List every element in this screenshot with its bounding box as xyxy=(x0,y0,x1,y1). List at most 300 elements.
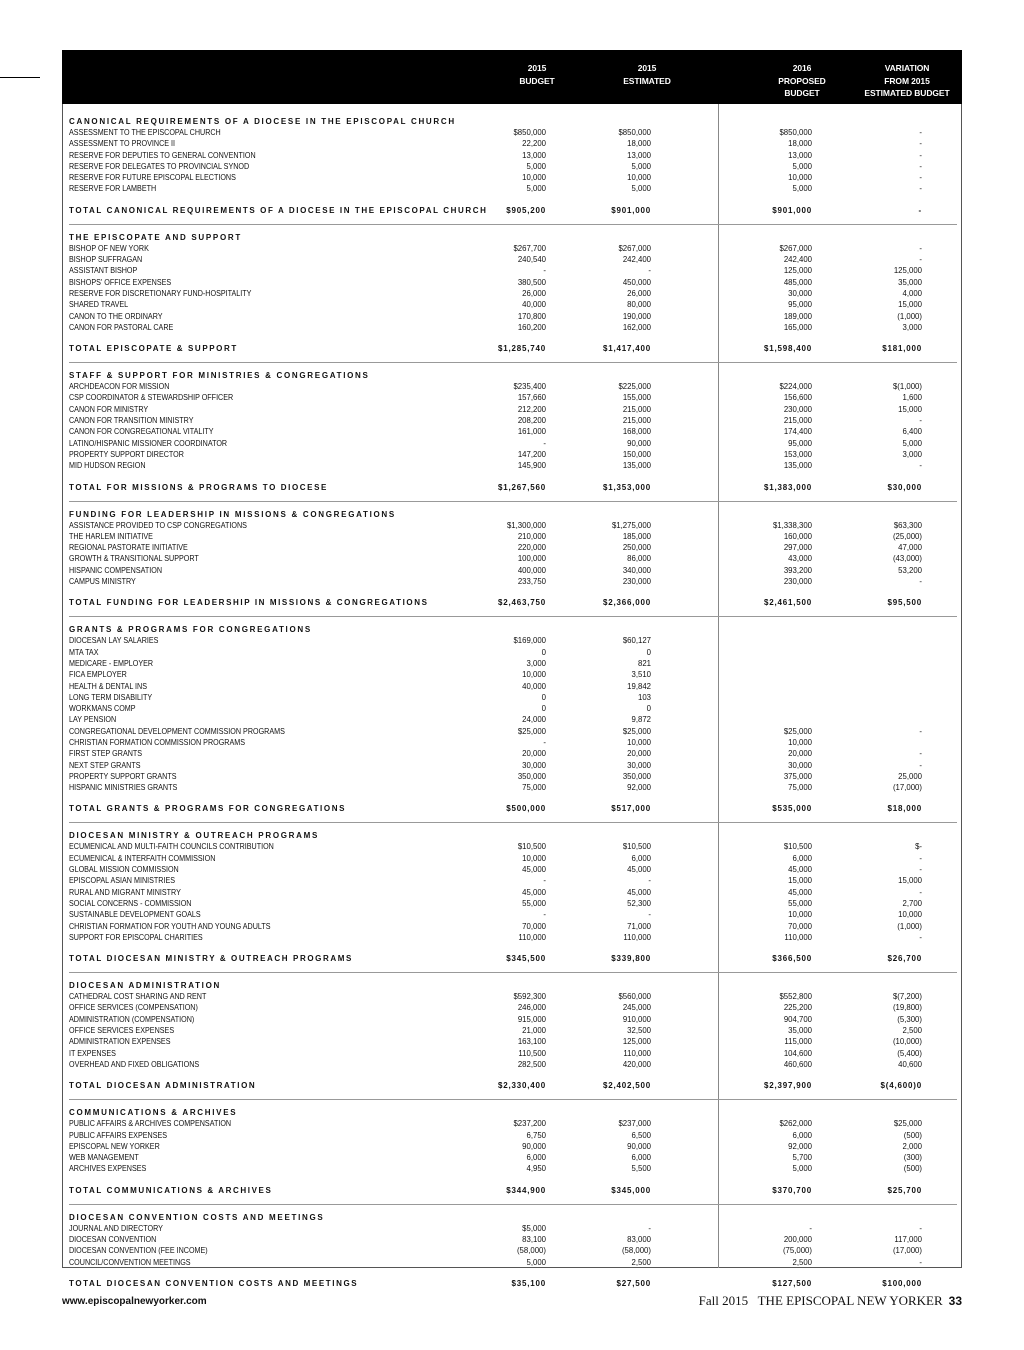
amount-cell: $267,700 xyxy=(513,243,546,253)
line-item-label: PROPERTY SUPPORT GRANTS xyxy=(69,771,177,781)
header-text: 2016 xyxy=(792,63,812,73)
header-text: BUDGET xyxy=(519,75,555,86)
amount-cell: - xyxy=(919,161,922,171)
amount-cell: $63,300 xyxy=(893,520,922,530)
table-row xyxy=(69,921,957,932)
footer-url[interactable]: www.episcopalnewyorker.com xyxy=(62,1296,207,1307)
header-text: BUDGET xyxy=(784,88,820,98)
amount-cell: 282,500 xyxy=(517,1059,546,1069)
amount-cell: 160,200 xyxy=(517,322,546,332)
section-divider xyxy=(69,616,957,617)
total-amount-cell: $1,598,400 xyxy=(763,344,812,354)
table-row xyxy=(69,771,957,782)
amount-cell: 13,000 xyxy=(788,150,812,160)
total-amount-cell: $2,461,500 xyxy=(763,598,812,608)
line-item-label: IT EXPENSES xyxy=(69,1048,116,1058)
table-row xyxy=(69,299,957,310)
page-number: 33 xyxy=(948,1294,962,1308)
amount-cell: - xyxy=(919,865,922,875)
amount-cell: 3,000 xyxy=(902,322,922,332)
amount-cell: 915,000 xyxy=(517,1014,546,1024)
total-amount-cell: $18,000 xyxy=(887,804,922,814)
amount-cell: 242,400 xyxy=(622,255,651,265)
amount-cell: 30,000 xyxy=(522,760,546,770)
section-title: DIOCESAN CONVENTION COSTS AND MEETINGS xyxy=(69,1212,325,1222)
total-amount-cell: $901,000 xyxy=(772,205,812,215)
amount-cell: $25,000 xyxy=(622,726,651,736)
header-text: 2015 xyxy=(637,63,657,73)
amount-cell: 0 xyxy=(646,704,651,714)
amount-cell: 340,000 xyxy=(622,565,651,575)
table-row xyxy=(69,991,957,1002)
amount-cell: $169,000 xyxy=(513,636,546,646)
amount-cell: 92,000 xyxy=(627,783,651,793)
amount-cell: 165,000 xyxy=(783,322,812,332)
total-amount-cell: $1,285,740 xyxy=(497,344,546,354)
table-row xyxy=(69,565,957,576)
table-row xyxy=(69,426,957,437)
table-row xyxy=(69,1002,957,1013)
table-row xyxy=(69,841,957,852)
amount-cell: 5,000 xyxy=(902,438,922,448)
table-row xyxy=(69,681,957,692)
amount-cell: 135,000 xyxy=(783,461,812,471)
amount-cell: 0 xyxy=(541,647,546,657)
total-label: TOTAL DIOCESAN ADMINISTRATION xyxy=(69,1081,257,1091)
budget-section xyxy=(69,370,957,501)
total-label: TOTAL FUNDING FOR LEADERSHIP IN MISSIONS & CONGREGATIONS xyxy=(69,598,429,608)
amount-cell: $552,800 xyxy=(779,992,812,1002)
amount-cell: 10,000 xyxy=(788,910,812,920)
line-item-label: DIOCESAN CONVENTION (FEE INCOME) xyxy=(69,1246,208,1256)
line-item-label: NEXT STEP GRANTS xyxy=(69,760,141,770)
amount-cell: 297,000 xyxy=(783,543,812,553)
amount-cell: 10,000 xyxy=(788,173,812,183)
amount-cell: 15,000 xyxy=(898,404,922,414)
total-amount-cell: $345,500 xyxy=(506,954,546,964)
amount-cell: (5,300) xyxy=(897,1014,922,1024)
amount-cell: 3,000 xyxy=(526,658,546,668)
section-title: STAFF & SUPPORT FOR MINISTRIES & CONGREGATIONS xyxy=(69,371,370,381)
amount-cell: 52,300 xyxy=(627,898,651,908)
table-row xyxy=(69,183,957,194)
section-divider xyxy=(69,972,957,973)
amount-cell: $5,000 xyxy=(522,1223,546,1233)
amount-cell: 125,000 xyxy=(893,266,922,276)
table-row xyxy=(69,277,957,288)
amount-cell: 2,500 xyxy=(631,1257,651,1267)
header-2015-estimated xyxy=(602,62,692,87)
table-row xyxy=(69,381,957,392)
line-item-label: CANON FOR PASTORAL CARE xyxy=(69,322,174,332)
amount-cell: (500) xyxy=(903,1130,922,1140)
amount-cell: (43,000) xyxy=(892,554,922,564)
amount-cell: 5,000 xyxy=(792,161,812,171)
amount-cell: $1,338,300 xyxy=(772,520,812,530)
table-row xyxy=(69,438,957,449)
line-item-label: CAMPUS MINISTRY xyxy=(69,577,136,587)
amount-cell: 6,500 xyxy=(631,1130,651,1140)
amount-cell: 10,000 xyxy=(522,670,546,680)
total-label: TOTAL DIOCESAN CONVENTION COSTS AND MEETINGS xyxy=(69,1278,359,1288)
amount-cell: (10,000) xyxy=(892,1037,922,1047)
amount-cell: (5,400) xyxy=(897,1048,922,1058)
line-item-label: SOCIAL CONCERNS - COMMISSION xyxy=(69,898,192,908)
table-row xyxy=(69,1223,957,1234)
amount-cell: $1,300,000 xyxy=(506,520,546,530)
amount-cell: 15,000 xyxy=(898,876,922,886)
amount-cell: (1,000) xyxy=(897,311,922,321)
line-item-label: ASSESSMENT TO PROVINCE II xyxy=(69,139,176,149)
amount-cell: 80,000 xyxy=(627,300,651,310)
table-header xyxy=(62,50,962,104)
line-item-label: EPISCOPAL ASIAN MINISTRIES xyxy=(69,876,176,886)
amount-cell: 174,400 xyxy=(783,427,812,437)
amount-cell: 157,660 xyxy=(517,393,546,403)
section-divider xyxy=(69,1099,957,1100)
amount-cell: 110,000 xyxy=(623,1048,651,1058)
total-amount-cell: $35,100 xyxy=(511,1278,546,1288)
total-amount-cell: $2,330,400 xyxy=(497,1081,546,1091)
total-amount-cell: $345,000 xyxy=(611,1185,651,1195)
line-item-label: LATINO/HISPANIC MISSIONER COORDINATOR xyxy=(69,438,228,448)
amount-cell: 90,000 xyxy=(627,1141,651,1151)
amount-cell: 230,000 xyxy=(783,404,812,414)
table-row xyxy=(69,265,957,276)
section-divider xyxy=(69,501,957,502)
line-item-label: ASSISTANT BISHOP xyxy=(69,266,138,276)
amount-cell: 380,500 xyxy=(517,277,546,287)
total-amount-cell: $1,267,560 xyxy=(497,482,546,492)
line-item-label: ARCHDEACON FOR MISSION xyxy=(69,382,170,392)
amount-cell: 95,000 xyxy=(788,438,812,448)
amount-cell: - xyxy=(648,910,651,920)
amount-cell: 5,000 xyxy=(631,161,651,171)
total-label: TOTAL COMMUNICATIONS & ARCHIVES xyxy=(69,1185,273,1195)
amount-cell: - xyxy=(919,1223,922,1233)
table-row xyxy=(69,692,957,703)
line-item-label: BISHOPS' OFFICE EXPENSES xyxy=(69,277,172,287)
total-amount-cell: $95,500 xyxy=(887,598,922,608)
amount-cell: $850,000 xyxy=(779,128,812,137)
total-amount-cell: - xyxy=(918,205,922,215)
total-amount-cell: $2,366,000 xyxy=(602,598,651,608)
amount-cell: 185,000 xyxy=(622,531,651,541)
amount-cell: (300) xyxy=(903,1153,922,1163)
amount-cell: 189,000 xyxy=(783,311,812,321)
amount-cell: - xyxy=(919,932,922,942)
amount-cell: 420,000 xyxy=(622,1059,651,1069)
amount-cell: 26,000 xyxy=(627,288,651,298)
amount-cell: 90,000 xyxy=(522,1141,546,1151)
line-item-label: WEB MANAGEMENT xyxy=(69,1153,139,1163)
line-item-label: RESERVE FOR DISCRETIONARY FUND-HOSPITALITY xyxy=(69,288,252,298)
line-item-label: PUBLIC AFFAIRS EXPENSES xyxy=(69,1130,168,1140)
amount-cell: 0 xyxy=(541,704,546,714)
amount-cell: 45,000 xyxy=(522,865,546,875)
line-item-label: WORKMANS COMP xyxy=(69,704,136,714)
amount-cell: - xyxy=(919,887,922,897)
line-item-label: LONG TERM DISABILITY xyxy=(69,692,153,702)
table-row xyxy=(69,288,957,299)
table-row xyxy=(69,1059,957,1070)
amount-cell: (1,000) xyxy=(897,921,922,931)
amount-cell: 21,000 xyxy=(522,1026,546,1036)
line-item-label: ASSESSMENT TO THE EPISCOPAL CHURCH xyxy=(69,128,221,137)
line-item-label: CSP COORDINATOR & STEWARDSHIP OFFICER xyxy=(69,393,234,403)
amount-cell: 75,000 xyxy=(522,783,546,793)
line-item-label: THE HARLEM INITIATIVE xyxy=(69,531,153,541)
amount-cell: 3,000 xyxy=(902,449,922,459)
amount-cell: - xyxy=(919,726,922,736)
line-item-label: REGIONAL PASTORATE INITIATIVE xyxy=(69,543,188,553)
amount-cell: 6,000 xyxy=(792,853,812,863)
amount-cell: 43,000 xyxy=(788,554,812,564)
amount-cell: $237,000 xyxy=(618,1119,651,1129)
total-label: TOTAL FOR MISSIONS & PROGRAMS TO DIOCESE xyxy=(69,482,328,492)
amount-cell: $10,500 xyxy=(622,842,651,852)
table-row xyxy=(69,1245,957,1256)
amount-cell: 230,000 xyxy=(783,577,812,587)
amount-cell: 35,000 xyxy=(898,277,922,287)
amount-cell: 103 xyxy=(637,692,651,702)
amount-cell: - xyxy=(543,266,546,276)
amount-cell: 350,000 xyxy=(517,771,546,781)
header-variation xyxy=(857,62,957,100)
amount-cell: 2,000 xyxy=(902,1141,922,1151)
amount-cell: 150,000 xyxy=(622,449,651,459)
header-text: ESTIMATED BUDGET xyxy=(864,88,950,98)
line-item-label: PUBLIC AFFAIRS & ARCHIVES COMPENSATION xyxy=(69,1119,232,1129)
section-title: THE EPISCOPATE AND SUPPORT xyxy=(69,232,242,242)
total-amount-cell: $2,402,500 xyxy=(602,1081,651,1091)
budget-rows xyxy=(69,116,957,1290)
amount-cell: 240,540 xyxy=(517,255,546,265)
line-item-label: PROPERTY SUPPORT DIRECTOR xyxy=(69,449,184,459)
line-item-label: CANON FOR TRANSITION MINISTRY xyxy=(69,416,194,426)
amount-cell: $267,000 xyxy=(779,243,812,253)
line-item-label: ECUMENICAL AND MULTI-FAITH COUNCILS CONTRIBUTION xyxy=(69,842,274,852)
table-row xyxy=(69,726,957,737)
section-divider xyxy=(69,362,957,363)
total-amount-cell: $905,200 xyxy=(506,205,546,215)
line-item-label: HISPANIC MINISTRIES GRANTS xyxy=(69,783,178,793)
amount-cell: - xyxy=(919,760,922,770)
amount-cell: 26,000 xyxy=(522,288,546,298)
line-item-label: ADMINISTRATION (COMPENSATION) xyxy=(69,1014,195,1024)
amount-cell: 375,000 xyxy=(783,771,812,781)
amount-cell: 160,000 xyxy=(783,531,812,541)
total-amount-cell: $366,500 xyxy=(772,954,812,964)
section-title: COMMUNICATIONS & ARCHIVES xyxy=(69,1108,238,1118)
amount-cell: $10,500 xyxy=(783,842,812,852)
amount-cell: (58,000) xyxy=(516,1246,546,1256)
table-row xyxy=(69,150,957,161)
table-row xyxy=(69,576,957,587)
amount-cell: $267,000 xyxy=(618,243,651,253)
amount-cell: 47,000 xyxy=(898,543,922,553)
table-row xyxy=(69,553,957,564)
total-amount-cell: $339,800 xyxy=(611,954,651,964)
amount-cell: 190,000 xyxy=(622,311,651,321)
line-item-label: CONGREGATIONAL DEVELOPMENT COMMISSION PROGRAMS xyxy=(69,726,285,736)
table-row xyxy=(69,714,957,725)
amount-cell: 86,000 xyxy=(627,554,651,564)
line-item-label: RESERVE FOR DELEGATES TO PROVINCIAL SYNOD xyxy=(69,161,250,171)
section-divider xyxy=(69,1204,957,1205)
amount-cell: 245,000 xyxy=(622,1003,651,1013)
amount-cell: 70,000 xyxy=(522,921,546,931)
amount-cell: 393,200 xyxy=(783,565,812,575)
line-item-label: BISHOP SUFFRAGAN xyxy=(69,255,143,265)
table-row xyxy=(69,1163,957,1174)
table-row xyxy=(69,449,957,460)
amount-cell: 9,872 xyxy=(631,715,651,725)
amount-cell: 6,000 xyxy=(792,1130,812,1140)
amount-cell: 220,000 xyxy=(517,543,546,553)
amount-cell: 2,700 xyxy=(902,898,922,908)
amount-cell: 5,000 xyxy=(792,1164,812,1174)
total-amount-cell: $535,000 xyxy=(772,804,812,814)
amount-cell: 242,400 xyxy=(783,255,812,265)
total-amount-cell: $27,500 xyxy=(616,1278,651,1288)
amount-cell: - xyxy=(919,243,922,253)
amount-cell: 15,000 xyxy=(898,300,922,310)
budget-section xyxy=(69,1107,957,1204)
table-row xyxy=(69,658,957,669)
amount-cell: 153,000 xyxy=(783,449,812,459)
amount-cell: - xyxy=(919,1257,922,1267)
table-row xyxy=(69,254,957,265)
amount-cell: - xyxy=(919,128,922,137)
footer-issue-text: Fall 2015 THE EPISCOPAL NEW YORKER xyxy=(698,1293,943,1308)
footer-issue xyxy=(699,1293,962,1309)
amount-cell: 18,000 xyxy=(788,139,812,149)
amount-cell: 15,000 xyxy=(788,876,812,886)
section-total-row xyxy=(69,597,957,609)
amount-cell: - xyxy=(919,173,922,183)
total-amount-cell: $30,000 xyxy=(887,482,922,492)
amount-cell: 20,000 xyxy=(788,749,812,759)
total-amount-cell: $2,463,750 xyxy=(497,598,546,608)
amount-cell: 92,000 xyxy=(788,1141,812,1151)
amount-cell: (17,000) xyxy=(892,783,922,793)
amount-cell: 210,000 xyxy=(517,531,546,541)
table-row xyxy=(69,898,957,909)
line-item-label: SHARED TRAVEL xyxy=(69,300,129,310)
total-amount-cell: $901,000 xyxy=(611,205,651,215)
amount-cell: 5,000 xyxy=(526,161,546,171)
amount-cell: 3,510 xyxy=(631,670,651,680)
line-item-label: HISPANIC COMPENSATION xyxy=(69,565,163,575)
amount-cell: 110,000 xyxy=(784,932,812,942)
amount-cell: (19,800) xyxy=(892,1003,922,1013)
table-row xyxy=(69,322,957,333)
amount-cell: 225,200 xyxy=(783,1003,812,1013)
amount-cell: 75,000 xyxy=(788,783,812,793)
amount-cell: 70,000 xyxy=(788,921,812,931)
amount-cell: 20,000 xyxy=(627,749,651,759)
amount-cell: $- xyxy=(915,842,922,852)
amount-cell: 6,000 xyxy=(526,1153,546,1163)
line-item-label: CHRISTIAN FORMATION FOR YOUTH AND YOUNG ADULTS xyxy=(69,921,271,931)
amount-cell: 30,000 xyxy=(788,288,812,298)
amount-cell: 163,100 xyxy=(517,1037,546,1047)
section-total-row xyxy=(69,205,957,217)
table-row xyxy=(69,1025,957,1036)
table-row xyxy=(69,1257,957,1268)
line-item-label: RESERVE FOR FUTURE EPISCOPAL ELECTIONS xyxy=(69,173,236,183)
amount-cell: - xyxy=(543,737,546,747)
amount-cell: - xyxy=(919,139,922,149)
amount-cell: 147,200 xyxy=(517,449,546,459)
section-title: FUNDING FOR LEADERSHIP IN MISSIONS & CONGREGATIONS xyxy=(69,509,396,519)
line-item-label: CHRISTIAN FORMATION COMMISSION PROGRAMS xyxy=(69,737,246,747)
amount-cell: - xyxy=(919,749,922,759)
amount-cell: $10,500 xyxy=(517,842,546,852)
line-item-label: CANON FOR MINISTRY xyxy=(69,404,149,414)
table-row xyxy=(69,127,957,138)
amount-cell: 821 xyxy=(637,658,651,668)
amount-cell: (25,000) xyxy=(892,531,922,541)
line-item-label: ADMINISTRATION EXPENSES xyxy=(69,1037,171,1047)
amount-cell: $235,400 xyxy=(513,382,546,392)
line-item-label: COUNCIL/CONVENTION MEETINGS xyxy=(69,1257,191,1267)
amount-cell: 40,600 xyxy=(898,1059,922,1069)
table-row xyxy=(69,853,957,864)
amount-cell: (500) xyxy=(903,1164,922,1174)
header-text: ESTIMATED xyxy=(623,75,671,86)
amount-cell: 0 xyxy=(646,647,651,657)
amount-cell: 18,000 xyxy=(627,139,651,149)
line-item-label: OFFICE SERVICES EXPENSES xyxy=(69,1026,175,1036)
header-2016-proposed xyxy=(762,62,842,100)
table-row xyxy=(69,875,957,886)
table-row xyxy=(69,172,957,183)
line-item-label: ECUMENICAL & INTERFAITH COMMISSION xyxy=(69,853,216,863)
amount-cell: 83,000 xyxy=(627,1235,651,1244)
section-title: DIOCESAN ADMINISTRATION xyxy=(69,981,221,991)
table-row xyxy=(69,748,957,759)
amount-cell: 5,500 xyxy=(631,1164,651,1174)
amount-cell: $237,200 xyxy=(513,1119,546,1129)
table-row xyxy=(69,782,957,793)
amount-cell: 161,000 xyxy=(517,427,546,437)
line-item-label: LAY PENSION xyxy=(69,715,117,725)
amount-cell: - xyxy=(919,184,922,194)
budget-section xyxy=(69,1212,957,1290)
table-row xyxy=(69,392,957,403)
amount-cell: - xyxy=(648,1223,651,1233)
table-row xyxy=(69,1141,957,1152)
amount-cell: 45,000 xyxy=(788,865,812,875)
amount-cell: $(1,000) xyxy=(892,382,922,392)
line-item-label: RESERVE FOR LAMBETH xyxy=(69,184,157,194)
table-row xyxy=(69,520,957,531)
table-row xyxy=(69,864,957,875)
amount-cell: 100,000 xyxy=(517,554,546,564)
line-item-label: HEALTH & DENTAL INS xyxy=(69,681,147,691)
amount-cell: 10,000 xyxy=(788,737,812,747)
line-item-label: GLOBAL MISSION COMMISSION xyxy=(69,865,179,875)
line-item-label: DIOCESAN CONVENTION xyxy=(69,1235,157,1244)
amount-cell: 5,000 xyxy=(792,184,812,194)
amount-cell: 19,842 xyxy=(627,681,651,691)
amount-cell: 156,600 xyxy=(783,393,812,403)
amount-cell: 24,000 xyxy=(522,715,546,725)
section-total-row xyxy=(69,803,957,815)
table-row xyxy=(69,703,957,714)
